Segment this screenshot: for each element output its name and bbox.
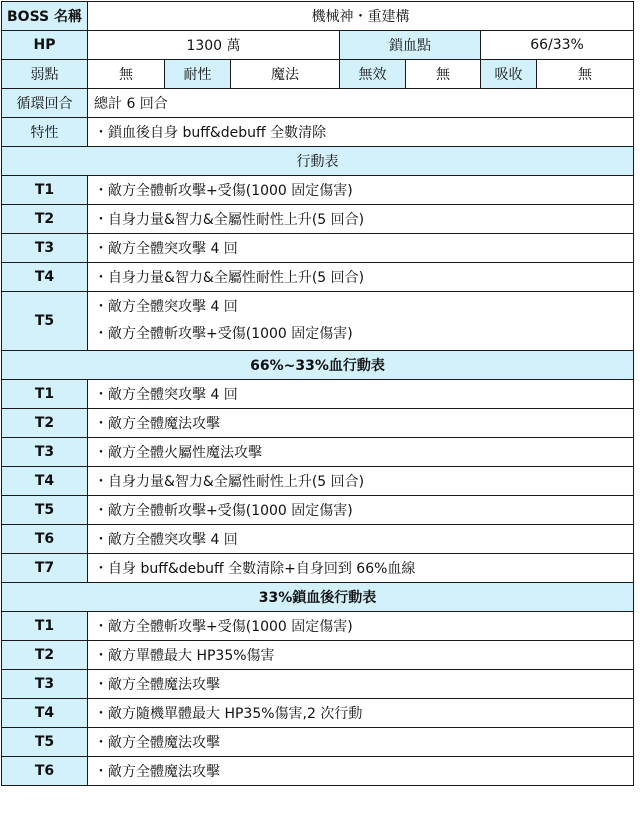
table-row	[2, 205, 634, 234]
turn-label: T5	[2, 292, 88, 351]
action-text: ・敵方全體突攻擊 4 回	[88, 234, 634, 263]
table-row	[2, 728, 634, 757]
action-text: ・敵方全體斬攻擊+受傷(1000 固定傷害)	[88, 612, 634, 641]
table-row	[2, 525, 634, 554]
action-text: ・自身 buff&debuff 全數清除+自身回到 66%血線	[88, 554, 634, 583]
table-row	[2, 496, 634, 525]
table-row	[2, 438, 634, 467]
row-loop	[2, 89, 634, 118]
turn-label: T5	[2, 728, 88, 757]
weak-label: 弱點	[2, 60, 88, 89]
turn-label: T7	[2, 554, 88, 583]
boss-name-label: BOSS 名稱	[2, 2, 88, 31]
lock-value: 66/33%	[481, 31, 634, 60]
table-row	[2, 467, 634, 496]
turn-label: T3	[2, 670, 88, 699]
section-header	[2, 147, 634, 176]
weak-value: 無	[88, 60, 165, 89]
turn-label: T5	[2, 496, 88, 525]
trait-value: ・鎖血後自身 buff&debuff 全數清除	[88, 118, 634, 147]
turn-label: T1	[2, 612, 88, 641]
action-text: ・敵方全體斬攻擊+受傷(1000 固定傷害)	[94, 326, 353, 342]
hp-value: 1300 萬	[88, 31, 340, 60]
action-text: ・敵方全體魔法攻擊	[88, 409, 634, 438]
action-text: ・敵方全體突攻擊 4 回	[88, 380, 634, 409]
turn-label: T4	[2, 699, 88, 728]
action-text: ・敵方全體突攻擊 4 回	[94, 299, 238, 315]
section1-title: 行動表	[2, 147, 634, 176]
action-text: ・自身力量&智力&全屬性耐性上升(5 回合)	[88, 263, 634, 292]
table-row	[2, 234, 634, 263]
section-header	[2, 583, 634, 612]
table-row	[2, 757, 634, 786]
row-trait	[2, 118, 634, 147]
null-value: 無	[406, 60, 481, 89]
action-text: ・敵方全體突攻擊 4 回	[88, 525, 634, 554]
turn-label: T4	[2, 263, 88, 292]
turn-label: T2	[2, 205, 88, 234]
action-text: ・敵方全體火屬性魔法攻擊	[88, 438, 634, 467]
table-row	[2, 292, 634, 351]
table-row	[2, 409, 634, 438]
action-text: ・自身力量&智力&全屬性耐性上升(5 回合)	[88, 467, 634, 496]
action-text: ・敵方全體斬攻擊+受傷(1000 固定傷害)	[88, 496, 634, 525]
action-text: ・敵方單體最大 HP35%傷害	[88, 641, 634, 670]
turn-label: T2	[2, 641, 88, 670]
turn-label: T6	[2, 757, 88, 786]
turn-label: T6	[2, 525, 88, 554]
turn-label: T3	[2, 438, 88, 467]
trait-label: 特性	[2, 118, 88, 147]
resist-value: 魔法	[231, 60, 340, 89]
action-text: ・敵方隨機單體最大 HP35%傷害,2 次行動	[88, 699, 634, 728]
table-row	[2, 554, 634, 583]
null-label: 無效	[340, 60, 406, 89]
table-row	[2, 380, 634, 409]
turn-label: T3	[2, 234, 88, 263]
resist-label: 耐性	[165, 60, 231, 89]
absorb-value: 無	[537, 60, 634, 89]
section-header	[2, 351, 634, 380]
action-text: ・敵方全體魔法攻擊	[88, 670, 634, 699]
boss-name-value: 機械神・重建構	[88, 2, 634, 31]
row-attributes	[2, 60, 634, 89]
turn-label: T2	[2, 409, 88, 438]
action-text: ・敵方全體魔法攻擊	[88, 728, 634, 757]
section3-title: 33%鎖血後行動表	[2, 583, 634, 612]
absorb-label: 吸收	[481, 60, 537, 89]
table-row	[2, 612, 634, 641]
hp-label: HP	[2, 31, 88, 60]
action-cell-multi	[88, 292, 634, 351]
lock-label: 鎖血點	[340, 31, 481, 60]
turn-label: T1	[2, 380, 88, 409]
table-row	[2, 176, 634, 205]
section2-title: 66%~33%血行動表	[2, 351, 634, 380]
action-text: ・敵方全體斬攻擊+受傷(1000 固定傷害)	[88, 176, 634, 205]
action-text: ・自身力量&智力&全屬性耐性上升(5 回合)	[88, 205, 634, 234]
row-hp	[2, 31, 634, 60]
table-row	[2, 699, 634, 728]
turn-label: T4	[2, 467, 88, 496]
table-row	[2, 641, 634, 670]
table-row	[2, 670, 634, 699]
table-row	[2, 263, 634, 292]
boss-info-table	[1, 1, 634, 786]
action-text: ・敵方全體魔法攻擊	[88, 757, 634, 786]
loop-value: 總計 6 回合	[88, 89, 634, 118]
loop-label: 循環回合	[2, 89, 88, 118]
turn-label: T1	[2, 176, 88, 205]
row-boss-name	[2, 2, 634, 31]
